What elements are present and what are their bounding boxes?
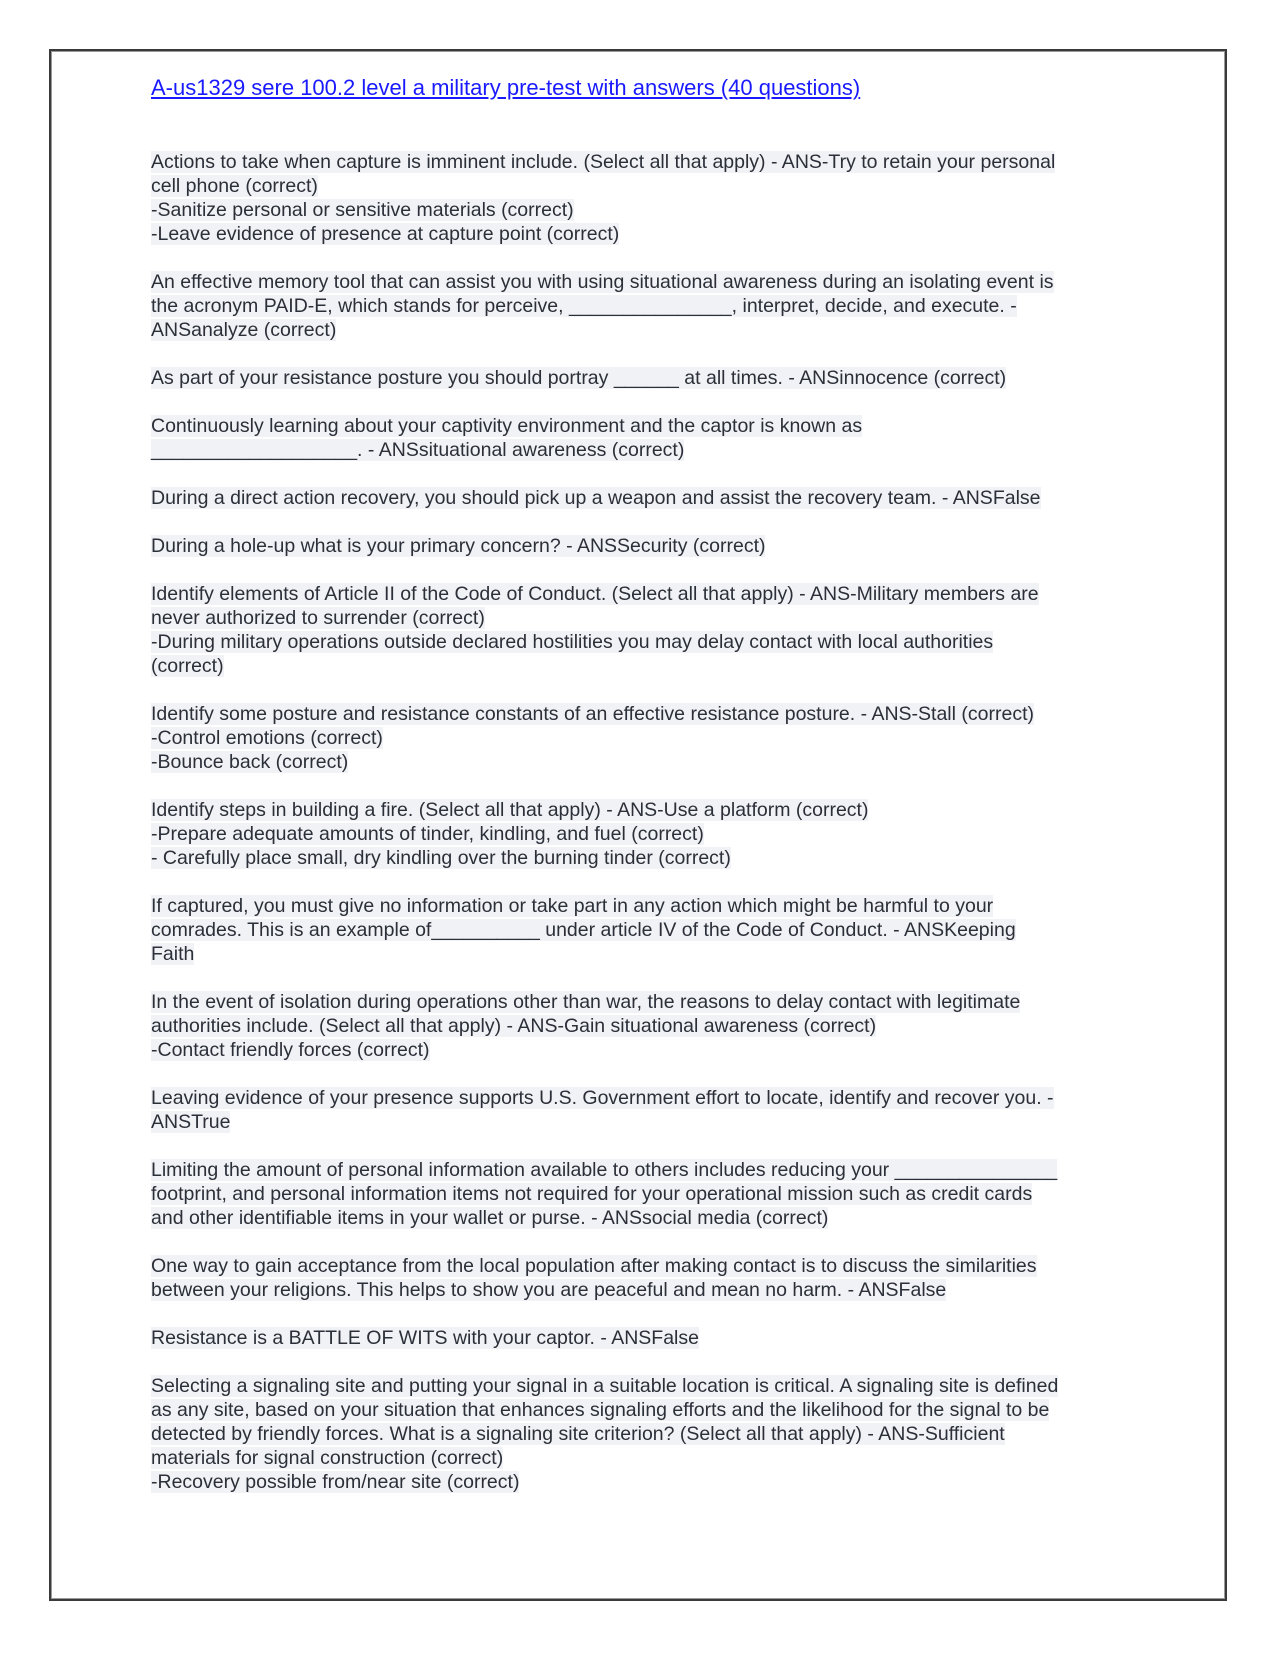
question-text-line (151, 198, 1131, 222)
question-text: Resistance is a BATTLE OF WITS with your captor. - ANSFalse (151, 1327, 699, 1349)
question-item (151, 1374, 1131, 1494)
question-text: footprint, and personal information items not required for your operational mission such as credit cards (151, 1183, 1033, 1205)
question-text-line (151, 438, 1131, 462)
question-text-line (151, 1206, 1131, 1230)
question-text: detected by friendly forces. What is a signaling site criterion? (Select all that apply) - ANS-Sufficient (151, 1423, 1005, 1445)
question-text: -During military operations outside declared hostilities you may delay contact with local authorities (151, 631, 994, 653)
question-item (151, 582, 1131, 678)
question-text: and other identifiable items in your wallet or purse. - ANSsocial media (correct) (151, 1207, 829, 1229)
question-text: -Contact friendly forces (correct) (151, 1039, 430, 1061)
question-text-line (151, 1038, 1131, 1062)
question-text-line (151, 1278, 1131, 1302)
question-text: Actions to take when capture is imminent include. (Select all that apply) - ANS-Try to retain your personal (151, 151, 1056, 173)
question-text: materials for signal construction (correct) (151, 1447, 504, 1469)
question-text-line (151, 1110, 1131, 1134)
question-item (151, 366, 1131, 390)
question-text-line (151, 1446, 1131, 1470)
question-item (151, 1158, 1131, 1230)
question-text-line (151, 1158, 1131, 1182)
question-text-line (151, 270, 1131, 294)
question-text: Identify elements of Article II of the Code of Conduct. (Select all that apply) - ANS-Military members are (151, 583, 1039, 605)
question-text: cell phone (correct) (151, 175, 318, 197)
question-text-line (151, 990, 1131, 1014)
question-text: Leaving evidence of your presence supports U.S. Government effort to locate, identify and recover you. - (151, 1087, 1054, 1109)
question-item (151, 270, 1131, 342)
question-text-line (151, 630, 1131, 654)
question-item (151, 486, 1131, 510)
question-text-line (151, 366, 1131, 390)
question-text-line (151, 918, 1131, 942)
question-text: (correct) (151, 655, 224, 677)
question-text-line (151, 942, 1131, 966)
question-text-line (151, 1398, 1131, 1422)
question-text: authorities include. (Select all that apply) - ANS-Gain situational awareness (correct) (151, 1015, 877, 1037)
question-text: If captured, you must give no information or take part in any action which might be harmful to your (151, 895, 994, 917)
question-text: An effective memory tool that can assist you with using situational awareness during an isolating event is (151, 271, 1054, 293)
question-text: Continuously learning about your captivity environment and the captor is known as (151, 415, 863, 437)
question-item (151, 798, 1131, 870)
question-text: - Carefully place small, dry kindling over the burning tinder (correct) (151, 847, 731, 869)
question-list (151, 150, 1131, 1494)
question-text: -Bounce back (correct) (151, 751, 349, 773)
question-item (151, 702, 1131, 774)
question-item (151, 894, 1131, 966)
question-text-line (151, 414, 1131, 438)
document-body (151, 72, 1131, 1518)
question-text-line (151, 1374, 1131, 1398)
question-text-line (151, 894, 1131, 918)
question-text-line (151, 606, 1131, 630)
question-text-line (151, 222, 1131, 246)
question-text: -Prepare adequate amounts of tinder, kindling, and fuel (correct) (151, 823, 704, 845)
question-item (151, 414, 1131, 462)
document-title-link[interactable]: A-us1329 sere 100.2 level a military pre-test with answers (40 questions) (151, 75, 861, 100)
question-item (151, 1086, 1131, 1134)
question-text-line (151, 150, 1131, 174)
question-text-line (151, 726, 1131, 750)
question-text: ANSTrue (151, 1111, 231, 1133)
question-text-line (151, 1254, 1131, 1278)
question-text-line (151, 534, 1131, 558)
question-text: One way to gain acceptance from the local population after making contact is to discuss the similarities (151, 1255, 1037, 1277)
question-text-line (151, 702, 1131, 726)
question-text: between your religions. This helps to show you are peaceful and mean no harm. - ANSFalse (151, 1279, 947, 1301)
question-text-line (151, 1326, 1131, 1350)
question-text-line (151, 582, 1131, 606)
question-item (151, 1254, 1131, 1302)
question-text: ___________________. - ANSsituational awareness (correct) (151, 439, 685, 461)
question-text: -Leave evidence of presence at capture point (correct) (151, 223, 620, 245)
question-item (151, 1326, 1131, 1350)
question-text-line (151, 1422, 1131, 1446)
question-text-line (151, 1470, 1131, 1494)
question-text: the acronym PAID-E, which stands for perceive, _______________, interpret, decide, and execute. - (151, 295, 1017, 317)
question-text: -Recovery possible from/near site (correct) (151, 1471, 520, 1493)
question-text: ANSanalyze (correct) (151, 319, 337, 341)
question-text-line (151, 174, 1131, 198)
question-text-line (151, 486, 1131, 510)
question-text: As part of your resistance posture you should portray ______ at all times. - ANSinnocence (correct) (151, 367, 1007, 389)
question-text-line (151, 798, 1131, 822)
question-text: Selecting a signaling site and putting your signal in a suitable location is critical. A signaling site is defined (151, 1375, 1059, 1397)
question-text: Identify some posture and resistance constants of an effective resistance posture. - ANS-Stall (correct) (151, 703, 1034, 725)
question-text: Faith (151, 943, 195, 965)
question-text-line (151, 1086, 1131, 1110)
question-text-line (151, 1014, 1131, 1038)
question-text: never authorized to surrender (correct) (151, 607, 485, 629)
question-item (151, 990, 1131, 1062)
question-text: comrades. This is an example of__________ under article IV of the Code of Conduct. - ANSKeeping (151, 919, 1016, 941)
question-text-line (151, 750, 1131, 774)
question-text-line (151, 294, 1131, 318)
question-item (151, 150, 1131, 246)
question-text-line (151, 846, 1131, 870)
question-text: as any site, based on your situation that enhances signaling efforts and the likelihood for the signal to be (151, 1399, 1050, 1421)
question-text-line (151, 1182, 1131, 1206)
question-text-line (151, 822, 1131, 846)
question-text: -Control emotions (correct) (151, 727, 383, 749)
question-text-line (151, 318, 1131, 342)
question-text: -Sanitize personal or sensitive materials (correct) (151, 199, 574, 221)
question-item (151, 534, 1131, 558)
question-text: During a direct action recovery, you should pick up a weapon and assist the recovery team. - ANSFalse (151, 487, 1041, 509)
question-text: In the event of isolation during operations other than war, the reasons to delay contact with legitimate (151, 991, 1021, 1013)
question-text: During a hole-up what is your primary concern? - ANSSecurity (correct) (151, 535, 766, 557)
question-text-line (151, 654, 1131, 678)
question-text: Limiting the amount of personal information available to others includes reducing your _______________ (151, 1159, 1058, 1181)
question-text: Identify steps in building a fire. (Select all that apply) - ANS-Use a platform (correct) (151, 799, 869, 821)
